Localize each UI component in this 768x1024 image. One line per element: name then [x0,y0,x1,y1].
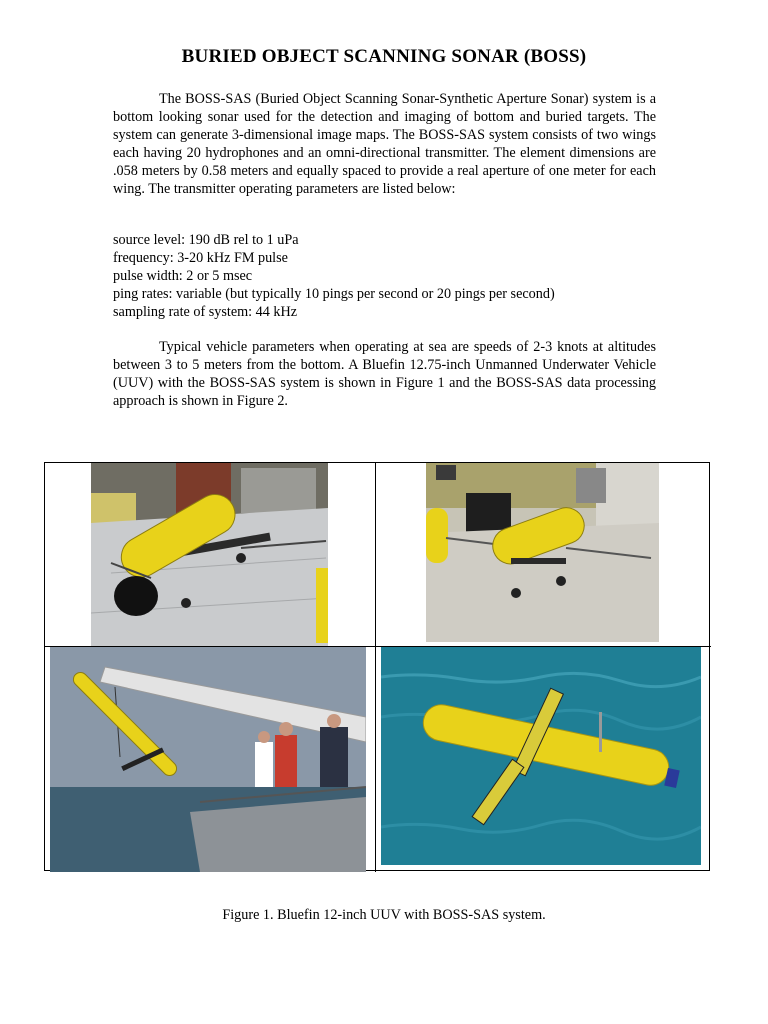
photo-uuv-at-sea [381,647,701,865]
parameter-list [113,231,673,321]
parameter-source-level: source level: 190 dB rel to 1 uPa [113,232,299,248]
figure-1-photo-grid [44,462,710,871]
photo-uuv-crane-deployment [50,647,366,872]
parameter-frequency: frequency: 3-20 kHz FM pulse [113,250,288,266]
grid-divider-vertical [375,463,376,872]
intro-paragraph: The BOSS-SAS (Buried Object Scanning Sonar-Synthetic Aperture Sonar) system is a bottom looking sonar used for the detection and imaging of bottom and buried targets. The system can generate 3-dimensional image maps. The BOSS-SAS system consists of two wings each having 20 hydrophones and an omni-directional transmitter. The element dimensions are .058 meters by 0.58 meters and equally spaced to provide a real aperture of one meter for each wing. The transmitter operating parameters are listed below: [113,91,656,197]
photo-uuv-lab-side [426,463,659,642]
figure-caption: Figure 1. Bluefin 12-inch UUV with BOSS-SAS system. [222,907,546,923]
parameter-ping-rates: ping rates: variable (but typically 10 pings per second or 20 pings per second) [113,286,555,302]
photo-uuv-lab-front [91,463,328,646]
document-title: BURIED OBJECT SCANNING SONAR (BOSS) [181,46,587,67]
operations-paragraph: Typical vehicle parameters when operating at sea are speeds of 2-3 knots at altitudes between 3 to 5 meters from the bottom. A Bluefin 12.75-inch Unmanned Underwater Vehicle (UUV) with the BOSS-SAS system is shown in Figure 1 and the BOSS-SAS data processing approach is shown in Figure 2. [113,339,656,409]
parameter-pulse-width: pulse width: 2 or 5 msec [113,268,253,284]
parameter-sampling-rate: sampling rate of system: 44 kHz [113,304,298,320]
